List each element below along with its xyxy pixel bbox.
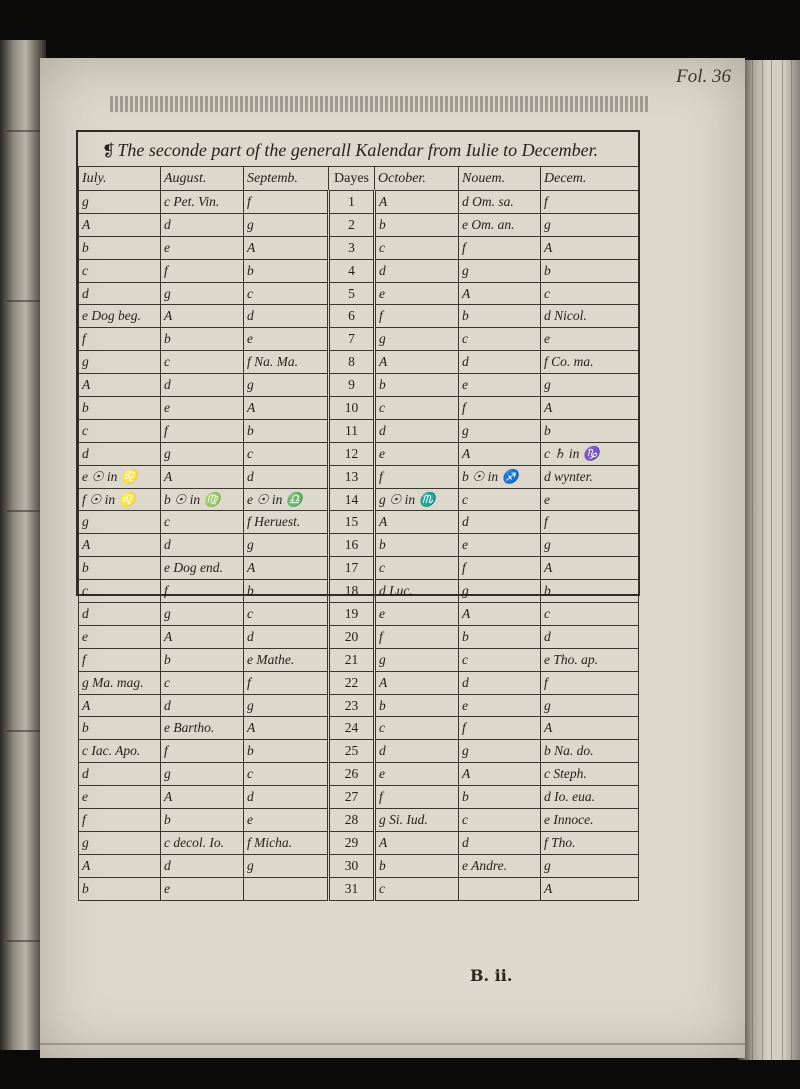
calendar-cell: g bbox=[79, 831, 161, 854]
calendar-cell: A bbox=[161, 305, 244, 328]
calendar-cell: d bbox=[161, 854, 244, 877]
calendar-cell: e bbox=[161, 397, 244, 420]
day-number: 12 bbox=[329, 442, 375, 465]
calendar-cell: f bbox=[541, 191, 639, 214]
calendar-cell: f bbox=[79, 809, 161, 832]
calendar-cell: f Heruest. bbox=[244, 511, 329, 534]
calendar-cell: A bbox=[244, 397, 329, 420]
calendar-cell: b bbox=[459, 305, 541, 328]
calendar-cell: c Steph. bbox=[541, 763, 639, 786]
calendar-cell: d bbox=[79, 603, 161, 626]
calendar-cell: b bbox=[375, 534, 459, 557]
column-header: Decem. bbox=[541, 167, 639, 191]
calendar-cell: g Si. Iud. bbox=[375, 809, 459, 832]
calendar-cell: g bbox=[244, 534, 329, 557]
calendar-cell: c bbox=[79, 259, 161, 282]
calendar-cell: A bbox=[375, 831, 459, 854]
calendar-cell: d bbox=[161, 534, 244, 557]
calendar-cell: f bbox=[375, 625, 459, 648]
calendar-cell: A bbox=[459, 282, 541, 305]
calendar-cell: d bbox=[79, 442, 161, 465]
calendar-row bbox=[79, 717, 639, 740]
day-number: 5 bbox=[329, 282, 375, 305]
calendar-cell: g bbox=[161, 603, 244, 626]
calendar-cell: d bbox=[79, 282, 161, 305]
calendar-cell: d bbox=[79, 763, 161, 786]
day-number: 10 bbox=[329, 397, 375, 420]
calendar-row bbox=[79, 625, 639, 648]
calendar-cell: c bbox=[541, 603, 639, 626]
calendar-cell: d Nicol. bbox=[541, 305, 639, 328]
calendar-cell: g bbox=[375, 328, 459, 351]
calendar-cell: A bbox=[161, 625, 244, 648]
calendar-cell: f Micha. bbox=[244, 831, 329, 854]
day-number: 21 bbox=[329, 648, 375, 671]
calendar-cell: d Io. eua. bbox=[541, 786, 639, 809]
calendar-cell: e Andre. bbox=[459, 854, 541, 877]
calendar-cell: e bbox=[541, 328, 639, 351]
calendar-cell: b ☉ in ♐ bbox=[459, 465, 541, 488]
calendar-cell: f Tho. bbox=[541, 831, 639, 854]
calendar-cell: f bbox=[161, 740, 244, 763]
calendar-row bbox=[79, 557, 639, 580]
day-number: 22 bbox=[329, 671, 375, 694]
calendar-cell: e bbox=[541, 488, 639, 511]
calendar-cell: g bbox=[161, 442, 244, 465]
calendar-row bbox=[79, 831, 639, 854]
calendar-row bbox=[79, 397, 639, 420]
calendar-cell: c bbox=[375, 236, 459, 259]
calendar-cell: f bbox=[79, 328, 161, 351]
calendar-cell: e bbox=[79, 786, 161, 809]
calendar-cell: f bbox=[541, 511, 639, 534]
calendar-cell: A bbox=[79, 374, 161, 397]
calendar-cell: f ☉ in ♌ bbox=[79, 488, 161, 511]
calendar-cell: b bbox=[375, 694, 459, 717]
calendar-cell: b bbox=[161, 648, 244, 671]
column-header: August. bbox=[161, 167, 244, 191]
calendar-cell: f bbox=[161, 259, 244, 282]
column-header: Dayes bbox=[329, 167, 375, 191]
column-header: October. bbox=[375, 167, 459, 191]
calendar-cell: A bbox=[375, 351, 459, 374]
calendar-cell: d Luc. bbox=[375, 580, 459, 603]
calendar-row bbox=[79, 763, 639, 786]
calendar-row bbox=[79, 465, 639, 488]
calendar-cell: A bbox=[541, 877, 639, 900]
day-number: 13 bbox=[329, 465, 375, 488]
calendar-cell: g bbox=[244, 854, 329, 877]
calendar-cell: A bbox=[244, 557, 329, 580]
calendar-row bbox=[79, 282, 639, 305]
calendar-cell: A bbox=[161, 786, 244, 809]
day-number: 23 bbox=[329, 694, 375, 717]
calendar-cell: A bbox=[244, 717, 329, 740]
calendar-cell: d bbox=[161, 374, 244, 397]
calendar-cell: c bbox=[79, 580, 161, 603]
calendar-cell: d bbox=[375, 740, 459, 763]
calendar-cell: f bbox=[459, 236, 541, 259]
calendar-cell: e bbox=[244, 809, 329, 832]
calendar-cell: c bbox=[375, 397, 459, 420]
calendar-row bbox=[79, 648, 639, 671]
calendar-cell: b bbox=[244, 259, 329, 282]
calendar-row bbox=[79, 213, 639, 236]
calendar-cell: b bbox=[541, 259, 639, 282]
calendar-cell: A bbox=[375, 671, 459, 694]
calendar-row bbox=[79, 351, 639, 374]
calendar-cell: c bbox=[541, 282, 639, 305]
calendar-cell: b bbox=[79, 557, 161, 580]
calendar-cell: c bbox=[244, 763, 329, 786]
calendar-cell: c bbox=[375, 717, 459, 740]
calendar-cell: b bbox=[79, 397, 161, 420]
calendar-cell: e bbox=[375, 763, 459, 786]
calendar-row bbox=[79, 305, 639, 328]
day-number: 29 bbox=[329, 831, 375, 854]
calendar-cell: d bbox=[375, 259, 459, 282]
calendar-cell: c bbox=[161, 511, 244, 534]
calendar-row bbox=[79, 694, 639, 717]
calendar-cell: e Bartho. bbox=[161, 717, 244, 740]
calendar-cell: f bbox=[375, 465, 459, 488]
calendar-cell: e bbox=[375, 442, 459, 465]
calendar-cell: g bbox=[244, 374, 329, 397]
calendar-cell: c bbox=[459, 328, 541, 351]
calendar-header-row bbox=[79, 167, 639, 191]
calendar-cell: d bbox=[244, 625, 329, 648]
calendar-cell: f Na. Ma. bbox=[244, 351, 329, 374]
calendar-title-text: The seconde part of the generall Kalendar from Iulie to December. bbox=[117, 140, 599, 160]
calendar-cell: g bbox=[375, 648, 459, 671]
calendar-cell: d bbox=[459, 831, 541, 854]
calendar-cell: g bbox=[459, 259, 541, 282]
calendar-cell: d bbox=[161, 694, 244, 717]
calendar-cell: d bbox=[244, 305, 329, 328]
page-bottom-rule bbox=[40, 1043, 745, 1045]
calendar-cell: d bbox=[161, 213, 244, 236]
calendar-frame bbox=[76, 130, 640, 896]
calendar-cell: b bbox=[244, 740, 329, 763]
column-header: Septemb. bbox=[244, 167, 329, 191]
calendar-row bbox=[79, 511, 639, 534]
calendar-cell: b bbox=[375, 213, 459, 236]
calendar-cell: e Innoce. bbox=[541, 809, 639, 832]
calendar-title bbox=[102, 140, 630, 164]
calendar-cell: e bbox=[161, 877, 244, 900]
calendar-row bbox=[79, 740, 639, 763]
calendar-cell: g bbox=[541, 374, 639, 397]
calendar-cell: c Pet. Vin. bbox=[161, 191, 244, 214]
calendar-cell: e Dog end. bbox=[161, 557, 244, 580]
day-number: 14 bbox=[329, 488, 375, 511]
calendar-row bbox=[79, 580, 639, 603]
calendar-cell: b bbox=[79, 236, 161, 259]
calendar-cell: g bbox=[79, 191, 161, 214]
calendar-cell: b bbox=[161, 328, 244, 351]
calendar-cell: c bbox=[244, 282, 329, 305]
day-number: 27 bbox=[329, 786, 375, 809]
catchword: B. ii. bbox=[470, 966, 513, 985]
calendar-cell: c Iac. Apo. bbox=[79, 740, 161, 763]
column-header: Iuly. bbox=[79, 167, 161, 191]
calendar-cell: f bbox=[244, 191, 329, 214]
calendar-row bbox=[79, 809, 639, 832]
calendar-cell bbox=[244, 877, 329, 900]
day-number: 19 bbox=[329, 603, 375, 626]
calendar-cell: e ☉ in ♌ bbox=[79, 465, 161, 488]
calendar-cell: e Mathe. bbox=[244, 648, 329, 671]
calendar-cell: c bbox=[244, 603, 329, 626]
day-number: 16 bbox=[329, 534, 375, 557]
calendar-cell: c bbox=[459, 488, 541, 511]
calendar-cell: A bbox=[459, 763, 541, 786]
calendar-cell: b bbox=[79, 877, 161, 900]
calendar-row bbox=[79, 877, 639, 900]
calendar-cell bbox=[459, 877, 541, 900]
calendar-table bbox=[78, 166, 639, 901]
calendar-cell: A bbox=[541, 717, 639, 740]
calendar-row bbox=[79, 488, 639, 511]
calendar-cell: A bbox=[541, 557, 639, 580]
calendar-cell: A bbox=[244, 236, 329, 259]
calendar-cell: f bbox=[459, 557, 541, 580]
calendar-cell: b bbox=[459, 786, 541, 809]
calendar-cell: c ♄ in ♑ bbox=[541, 442, 639, 465]
day-number: 18 bbox=[329, 580, 375, 603]
calendar-cell: c bbox=[161, 351, 244, 374]
calendar-cell: c decol. Io. bbox=[161, 831, 244, 854]
calendar-cell: g bbox=[79, 351, 161, 374]
calendar-cell: A bbox=[541, 397, 639, 420]
calendar-row bbox=[79, 442, 639, 465]
day-number: 24 bbox=[329, 717, 375, 740]
day-number: 1 bbox=[329, 191, 375, 214]
calendar-cell: A bbox=[79, 854, 161, 877]
day-number: 8 bbox=[329, 351, 375, 374]
folio-number: Fol. 36 bbox=[676, 66, 731, 87]
calendar-cell: g bbox=[79, 511, 161, 534]
day-number: 28 bbox=[329, 809, 375, 832]
calendar-row bbox=[79, 603, 639, 626]
calendar-cell: e bbox=[79, 625, 161, 648]
calendar-cell: g bbox=[244, 694, 329, 717]
calendar-cell: A bbox=[79, 534, 161, 557]
calendar-row bbox=[79, 534, 639, 557]
calendar-cell: e bbox=[161, 236, 244, 259]
day-number: 9 bbox=[329, 374, 375, 397]
calendar-cell: g bbox=[541, 213, 639, 236]
calendar-cell: b Na. do. bbox=[541, 740, 639, 763]
calendar-cell: f bbox=[375, 305, 459, 328]
day-number: 2 bbox=[329, 213, 375, 236]
calendar-cell: g bbox=[161, 763, 244, 786]
calendar-cell: f bbox=[161, 580, 244, 603]
calendar-cell: b bbox=[375, 854, 459, 877]
calendar-cell: A bbox=[79, 694, 161, 717]
calendar-cell: c bbox=[244, 442, 329, 465]
calendar-cell: c bbox=[79, 419, 161, 442]
bleed-through-text bbox=[110, 96, 650, 112]
column-header: Nouem. bbox=[459, 167, 541, 191]
day-number: 15 bbox=[329, 511, 375, 534]
calendar-row bbox=[79, 191, 639, 214]
day-number: 4 bbox=[329, 259, 375, 282]
page-edges bbox=[738, 60, 800, 1060]
calendar-cell: e bbox=[459, 694, 541, 717]
calendar-cell: d bbox=[244, 465, 329, 488]
calendar-cell: e bbox=[459, 374, 541, 397]
calendar-row bbox=[79, 236, 639, 259]
day-number: 6 bbox=[329, 305, 375, 328]
calendar-row bbox=[79, 328, 639, 351]
calendar-cell: e Om. an. bbox=[459, 213, 541, 236]
calendar-cell: g bbox=[541, 694, 639, 717]
calendar-cell: b bbox=[459, 625, 541, 648]
day-number: 30 bbox=[329, 854, 375, 877]
calendar-cell: b ☉ in ♍ bbox=[161, 488, 244, 511]
day-number: 26 bbox=[329, 763, 375, 786]
pilcrow-icon: ❡ bbox=[102, 143, 116, 160]
calendar-cell: e Tho. ap. bbox=[541, 648, 639, 671]
calendar-row bbox=[79, 419, 639, 442]
calendar-cell: d bbox=[459, 511, 541, 534]
calendar-cell: A bbox=[375, 191, 459, 214]
calendar-cell: f bbox=[79, 648, 161, 671]
calendar-cell: d bbox=[244, 786, 329, 809]
calendar-cell: g bbox=[244, 213, 329, 236]
calendar-cell: A bbox=[161, 465, 244, 488]
day-number: 3 bbox=[329, 236, 375, 259]
day-number: 17 bbox=[329, 557, 375, 580]
calendar-cell: f bbox=[161, 419, 244, 442]
calendar-cell: b bbox=[161, 809, 244, 832]
calendar-cell: f bbox=[459, 397, 541, 420]
calendar-cell: e bbox=[459, 534, 541, 557]
calendar-cell: c bbox=[375, 877, 459, 900]
calendar-cell: d bbox=[541, 625, 639, 648]
calendar-cell: b bbox=[244, 419, 329, 442]
calendar-cell: c bbox=[375, 557, 459, 580]
calendar-cell: b bbox=[541, 580, 639, 603]
calendar-cell: g bbox=[541, 534, 639, 557]
calendar-cell: e bbox=[375, 282, 459, 305]
calendar-cell: g bbox=[459, 419, 541, 442]
calendar-cell: d bbox=[459, 351, 541, 374]
calendar-cell: d bbox=[375, 419, 459, 442]
calendar-cell: f bbox=[244, 671, 329, 694]
calendar-row bbox=[79, 786, 639, 809]
calendar-cell: g bbox=[459, 580, 541, 603]
day-number: 25 bbox=[329, 740, 375, 763]
calendar-cell: e bbox=[244, 328, 329, 351]
calendar-cell: c bbox=[161, 671, 244, 694]
calendar-cell: e bbox=[375, 603, 459, 626]
calendar-cell: b bbox=[541, 419, 639, 442]
calendar-cell: f bbox=[375, 786, 459, 809]
calendar-cell: d bbox=[459, 671, 541, 694]
calendar-cell: e ☉ in ♎ bbox=[244, 488, 329, 511]
calendar-cell: g Ma. mag. bbox=[79, 671, 161, 694]
calendar-cell: A bbox=[375, 511, 459, 534]
calendar-cell: b bbox=[244, 580, 329, 603]
calendar-cell: A bbox=[79, 213, 161, 236]
calendar-cell: d wynter. bbox=[541, 465, 639, 488]
calendar-cell: g bbox=[161, 282, 244, 305]
calendar-row bbox=[79, 374, 639, 397]
day-number: 7 bbox=[329, 328, 375, 351]
calendar-cell: d Om. sa. bbox=[459, 191, 541, 214]
calendar-cell: f Co. ma. bbox=[541, 351, 639, 374]
calendar-row bbox=[79, 671, 639, 694]
calendar-cell: A bbox=[459, 442, 541, 465]
calendar-cell: f bbox=[541, 671, 639, 694]
day-number: 20 bbox=[329, 625, 375, 648]
day-number: 11 bbox=[329, 419, 375, 442]
book-page bbox=[40, 58, 745, 1058]
calendar-cell: c bbox=[459, 648, 541, 671]
calendar-cell: f bbox=[459, 717, 541, 740]
calendar-cell: g ☉ in ♏ bbox=[375, 488, 459, 511]
day-number: 31 bbox=[329, 877, 375, 900]
calendar-cell: e Dog beg. bbox=[79, 305, 161, 328]
calendar-cell: g bbox=[541, 854, 639, 877]
calendar-row bbox=[79, 259, 639, 282]
calendar-cell: b bbox=[79, 717, 161, 740]
calendar-cell: c bbox=[459, 809, 541, 832]
calendar-cell: b bbox=[375, 374, 459, 397]
calendar-cell: A bbox=[459, 603, 541, 626]
calendar-cell: g bbox=[459, 740, 541, 763]
calendar-row bbox=[79, 854, 639, 877]
calendar-cell: A bbox=[541, 236, 639, 259]
